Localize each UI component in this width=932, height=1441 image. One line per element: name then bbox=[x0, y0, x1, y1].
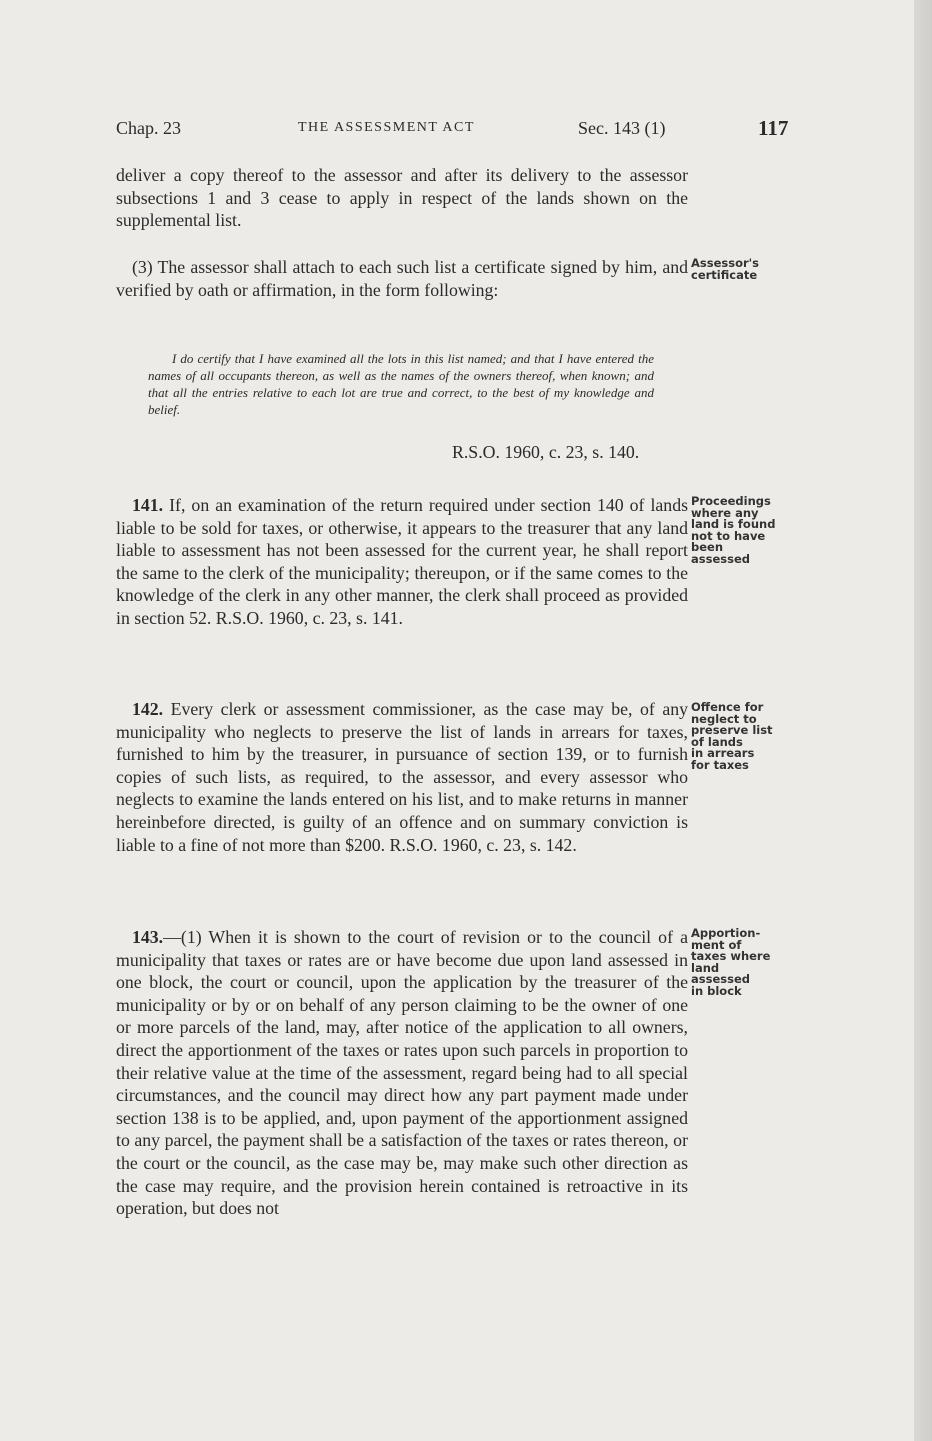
section-143 bbox=[116, 926, 688, 1220]
section-143-text: —(1) When it is shown to the court of revision or to the council of a municipality that taxes or rates are or have become due upon land assessed in one block, the court or council, upon the application by the treasurer of the municipality or by or on behalf of any person claiming to be the owner of one or more parcels of the land, may, after notice of the application to all owners, direct the apportionment of the taxes or rates upon such parcels in proportion to their relative value at the time of the assessment, regard being had to all special circumstances, and the council may direct how any part payment made under section 138 is to be applied, and, upon payment of the apportionment assigned to any parcel, the payment shall be a satisfaction of the taxes or rates thereon, or the court or the council, as the case may be, may make such other direction as the case may require, and the provision herein contained is retroactive in its operation, but does not bbox=[116, 927, 688, 1219]
section-141-text: If, on an examination of the return required under section 140 of lands liable to be sold for taxes, or otherwise, it appears to the treasurer that any land liable to assessment has not been assessed for the current year, he shall report the same to the clerk of the municipality; thereupon, or if the same comes to the knowledge of the clerk in any other manner, the clerk shall proceed as provided in section 52. R.S.O. 1960, c. 23, s. 141. bbox=[116, 495, 689, 628]
margin-note-line: land bbox=[691, 960, 720, 975]
section-141-number: 141. bbox=[132, 495, 164, 515]
section-142-text: Every clerk or assessment commissioner, as the case may be, of any municipality who neglects to preserve the list of lands in arrears for taxes, furnished to him by the treasurer, in pursuance of section 139, or to furnish copies of such lists, as required, to the assessor, and every assessor who neglects to examine the lands entered on his list, and to make returns in manner hereinbefore directed, is guilty of an offence and on summary conviction is liable to a fine of not more than $200. R.S.O. 1960, c. 23, s. 142. bbox=[116, 699, 688, 855]
margin-note-line: where any bbox=[691, 505, 759, 520]
margin-note-line: not to have bbox=[691, 528, 766, 543]
act-title: THE ASSESSMENT ACT bbox=[298, 120, 475, 135]
margin-note-line: certificate bbox=[691, 267, 758, 282]
margin-note-line: been bbox=[691, 540, 724, 554]
margin-note-line: Offence for bbox=[691, 700, 764, 714]
margin-note-line: preserve list bbox=[691, 723, 773, 737]
citation-140: R.S.O. 1960, c. 23, s. 140. bbox=[452, 442, 640, 462]
margin-note-line: in arrears bbox=[691, 746, 755, 760]
margin-note-assessors-certificate bbox=[691, 258, 787, 281]
section-142-number: 142. bbox=[132, 699, 164, 719]
continuation-paragraph: deliver a copy thereof to the assessor and after its delivery to the assessor subsections 1 and 3 cease to apply in respect of the lands shown on the supplemental list. bbox=[116, 165, 688, 231]
margin-note-line: Proceedings bbox=[691, 494, 771, 508]
margin-note-line: Assessor's bbox=[691, 256, 760, 270]
section-143-number: 143. bbox=[132, 927, 164, 947]
margin-note-line: of lands bbox=[691, 734, 743, 749]
margin-note-line: for taxes bbox=[691, 757, 749, 772]
margin-note-line: in block bbox=[691, 983, 742, 998]
chapter-label: Chap. 23 bbox=[116, 118, 181, 138]
margin-note-offence bbox=[691, 702, 787, 771]
section-141 bbox=[116, 494, 688, 630]
page-number: 117 bbox=[758, 116, 789, 140]
margin-note-line: assessed bbox=[691, 551, 750, 566]
section-142 bbox=[116, 698, 688, 856]
margin-note-proceedings bbox=[691, 496, 787, 565]
margin-note-line: assessed bbox=[691, 972, 750, 986]
scan-edge bbox=[914, 0, 932, 1441]
subsection-3-paragraph: (3) The assessor shall attach to each such list a certificate signed by him, and verified by oath or affirmation, in the form following: bbox=[116, 257, 688, 300]
margin-note-apportionment bbox=[691, 928, 787, 997]
margin-note-line: taxes where bbox=[691, 949, 771, 963]
margin-note-line: neglect to bbox=[691, 711, 757, 726]
running-header bbox=[116, 116, 796, 142]
section-label: Sec. 143 (1) bbox=[578, 118, 666, 138]
margin-note-line: ment of bbox=[691, 937, 742, 952]
certificate-form-text: I do certify that I have examined all the lots in this list named; and that I have entered the names of all occupants thereon, as well as the names of the owners thereof, when known; and that all the entries relative to each lot are true and correct, to the best of my knowledge and belief. bbox=[148, 351, 654, 417]
margin-note-line: land is found bbox=[691, 517, 776, 531]
margin-note-line: Apportion- bbox=[691, 926, 761, 940]
